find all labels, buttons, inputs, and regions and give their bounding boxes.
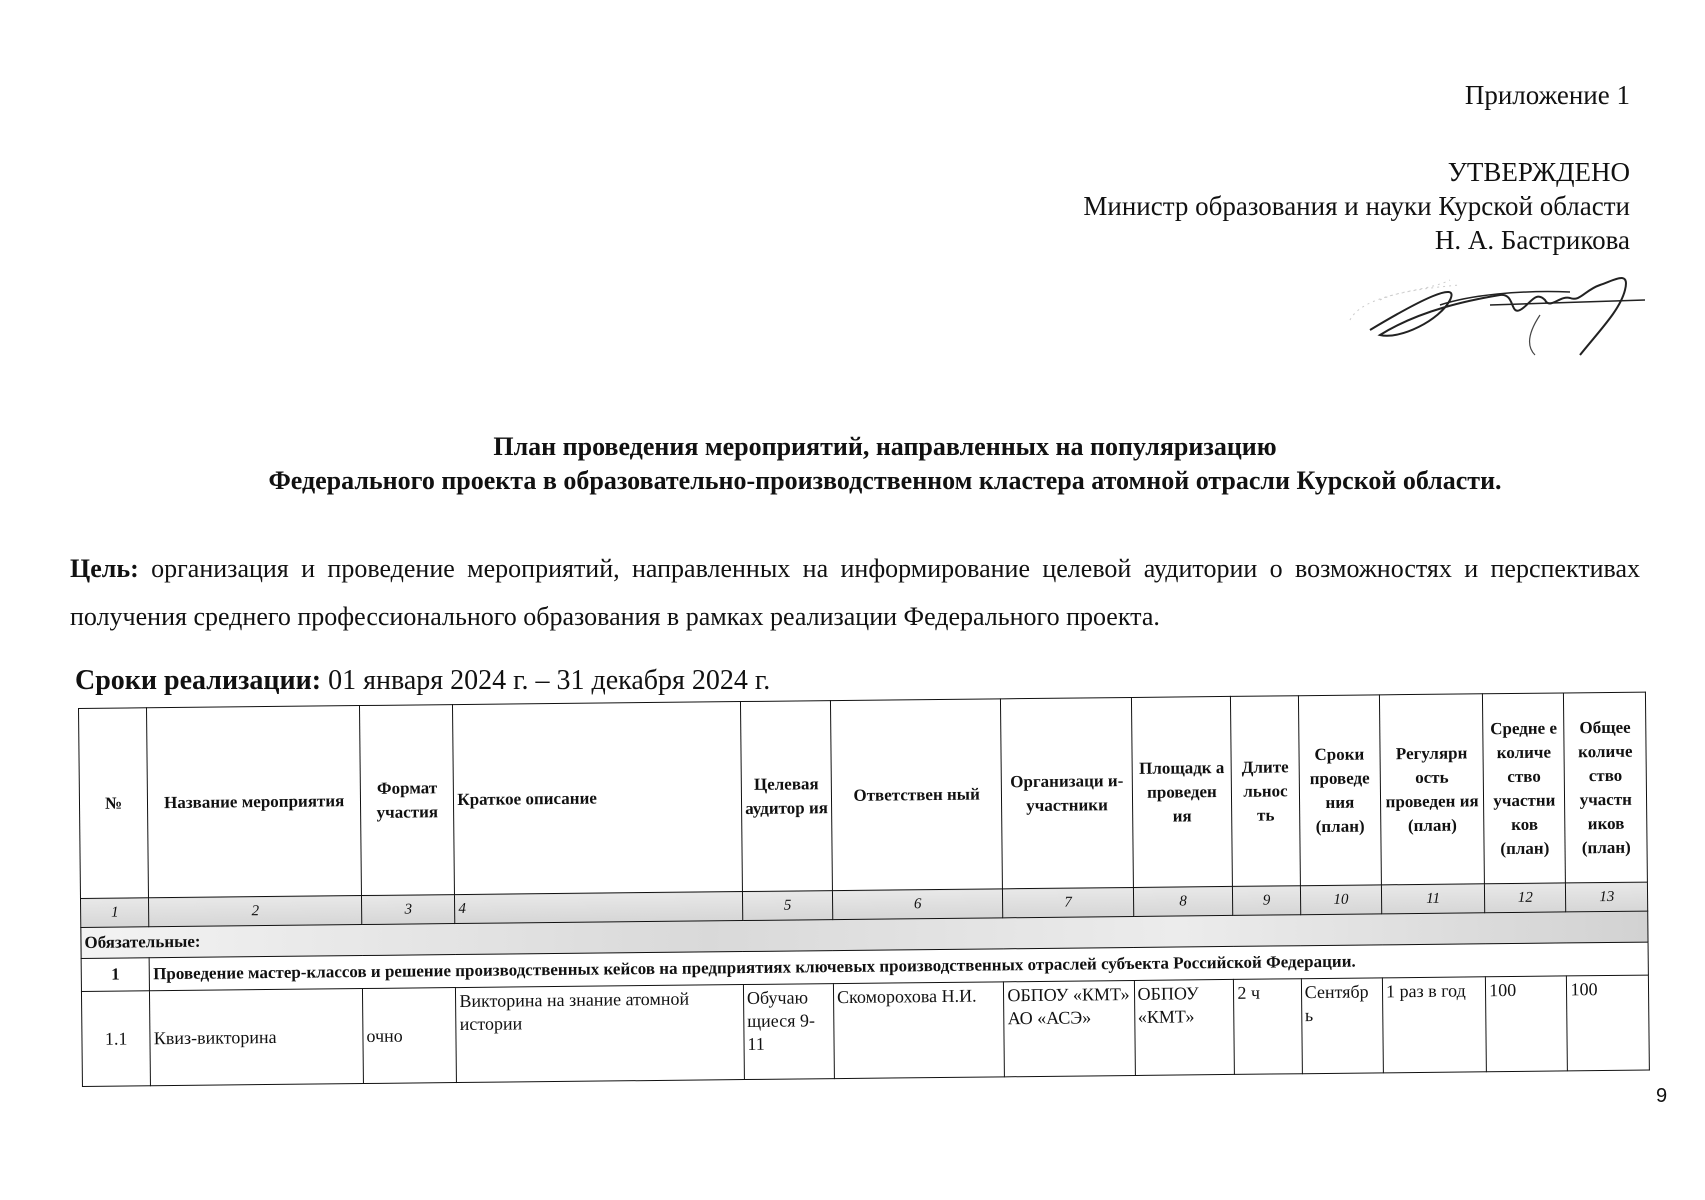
event-responsible: Скоморохова Н.И. [833, 982, 1004, 1079]
column-number: 12 [1485, 883, 1567, 913]
column-number: 2 [149, 896, 362, 927]
document-title [160, 430, 1610, 498]
approval-heading: УТВЕРЖДЕНО [1447, 157, 1630, 187]
column-number: 11 [1381, 884, 1484, 914]
header-cell: Краткое описание [453, 702, 743, 895]
period-line [75, 665, 770, 697]
header-cell: Название мероприятия [147, 706, 362, 898]
period-text: 01 января 2024 г. – 31 декабря 2024 г. [328, 665, 771, 696]
header-cell: Целевая аудитор ия [740, 701, 832, 892]
signature-icon [1340, 260, 1660, 390]
section-title: Обязательные: [81, 911, 1648, 958]
row-number: 1.1 [81, 991, 150, 1087]
event-description: Викторина на знание атомной истории [456, 985, 745, 1083]
column-number: 5 [742, 891, 832, 921]
header-cell: Ответствен ный [830, 699, 1002, 891]
appendix-label: Приложение 1 [1464, 80, 1630, 110]
event-organizations: ОБПОУ «КМТ» АО «АСЭ» [1004, 980, 1135, 1076]
column-number: 1 [80, 898, 149, 928]
event-avg-participants: 100 [1486, 976, 1568, 1072]
column-number: 13 [1566, 882, 1648, 912]
goal-label: Цель: [70, 554, 139, 583]
events-table-wrapper [78, 692, 1650, 1087]
table-header-row [79, 692, 1648, 898]
event-dates: Сентябр ь [1301, 978, 1383, 1074]
event-format: очно [363, 988, 457, 1084]
column-number: 6 [832, 889, 1003, 920]
table-row [81, 975, 1649, 1086]
title-line-2: Федерального проекта в образовательно-производственном кластера атомной отрасли Курской области. [268, 466, 1502, 495]
event-duration: 2 ч [1234, 979, 1302, 1075]
period-label: Сроки реализации: [75, 665, 322, 696]
header-cell: Организаци и- участники [1001, 697, 1133, 888]
column-number: 8 [1133, 886, 1233, 916]
column-number: 7 [1003, 887, 1134, 917]
header-cell: Формат участия [360, 705, 455, 896]
events-table [78, 692, 1650, 1087]
approval-position: Министр образования и науки Курской области [1083, 191, 1630, 221]
event-audience: Обучаю щиеся 9-11 [743, 984, 834, 1080]
event-regularity: 1 раз в год [1382, 977, 1486, 1073]
approval-block [1083, 155, 1630, 257]
approval-name: Н. А. Бастрикова [1434, 225, 1630, 255]
header-cell: Площадк а проведен ия [1131, 696, 1233, 887]
event-venue: ОБПОУ «КМТ» [1134, 979, 1235, 1075]
header-cell: Средне е количе ство участни ков (план) [1483, 693, 1566, 884]
column-number: 3 [362, 895, 456, 925]
column-number: 9 [1233, 886, 1301, 916]
header-cell: Длите льнос ть [1231, 696, 1300, 887]
event-total-participants: 100 [1567, 975, 1650, 1071]
column-number: 4 [455, 892, 743, 924]
column-number: 10 [1300, 885, 1382, 915]
group-title: Проведение мастер-классов и решение производственных кейсов на предприятиях ключевых производственных отраслей субъекта Российской Федерации. [149, 942, 1648, 991]
title-line-1: План проведения мероприятий, направленных на популяризацию [493, 432, 1277, 461]
goal-text: организация и проведение мероприятий, направленных на информирование целевой аудитории о возможностях и перспективах получения среднего профессионального образования в рамках реализации Федерального проекта. [70, 554, 1641, 631]
header-cell: Сроки проведе ния (план) [1298, 695, 1381, 886]
page-number: 9 [1656, 1085, 1668, 1107]
header-cell: Общее количе ство участн иков (план) [1564, 692, 1648, 883]
event-name: Квиз-викторина [150, 989, 364, 1086]
header-cell: № [79, 708, 149, 899]
group-number: 1 [81, 958, 150, 992]
goal-paragraph [70, 545, 1640, 641]
header-cell: Регулярн ость проведен ия (план) [1379, 694, 1484, 885]
